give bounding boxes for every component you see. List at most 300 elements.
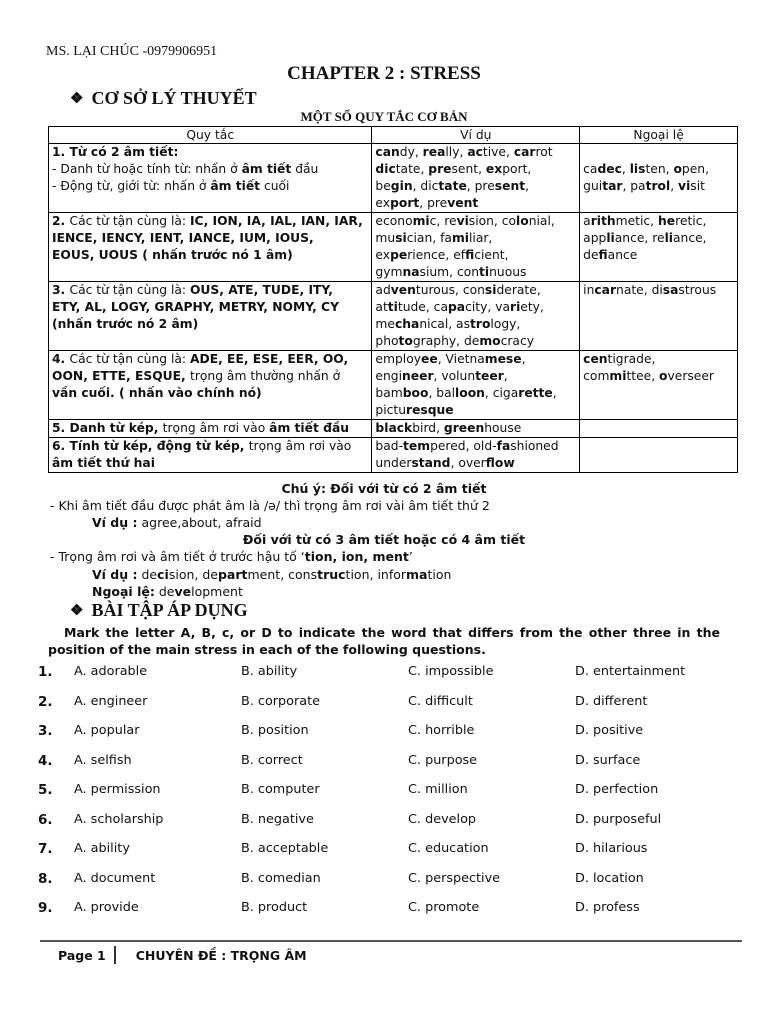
question-number: 7. (38, 841, 53, 857)
text-segment: a (583, 214, 591, 228)
stressed-text: ETY, AL, LOGY, GRAPHY, METRY, NOMY, CY (52, 300, 339, 314)
cell-line (52, 368, 368, 385)
cell-line (375, 230, 576, 247)
rule-row (49, 420, 738, 438)
exception-cell (580, 144, 738, 213)
stressed-text: rith (590, 214, 616, 228)
stressed-text: o (659, 369, 668, 383)
text-segment: econo (375, 214, 413, 228)
text-segment: , ciga (484, 386, 519, 400)
option-a[interactable]: A. adorable (74, 664, 148, 679)
stressed-text: li (664, 231, 674, 245)
text-segment: engi (375, 369, 403, 383)
note2-rule-quote: ’ (408, 549, 413, 564)
cell-line (375, 195, 576, 212)
text-segment: Các từ tận cùng là: (69, 214, 190, 228)
option-b[interactable]: B. corporate (241, 693, 320, 709)
stressed-text: ac (467, 145, 483, 159)
stressed-text: rette (518, 386, 553, 400)
cell-line (375, 420, 576, 437)
stressed-text: li (606, 231, 615, 245)
stressed-text: IC, ION, IA, IAL, IAN, IAR, (189, 214, 363, 228)
text-segment: derate, (496, 283, 541, 297)
text-segment: city, va (465, 300, 511, 314)
text-segment: trọng âm thường nhấn ở (190, 369, 341, 383)
stressed-text: sent (494, 179, 526, 193)
option-c[interactable]: C. impossible (408, 664, 494, 679)
text-segment: trọng âm rơi vào (248, 439, 352, 453)
stressed-text: flow (485, 456, 515, 470)
author-header: MS. LẠI CHÚC -0979906951 (46, 44, 218, 59)
text-segment: gui (583, 179, 603, 193)
text-segment: gym (375, 265, 403, 279)
note1-example (92, 515, 262, 530)
text-segment: , (525, 179, 529, 193)
question-row (0, 723, 768, 743)
option-b[interactable]: B. position (241, 723, 309, 738)
cell-line (375, 299, 576, 316)
stressed-text: ci (157, 567, 169, 582)
cell-line (52, 420, 368, 437)
note2-exception-label: Ngoại lệ: (92, 584, 155, 599)
cell-line (375, 455, 576, 472)
option-b[interactable]: B. acceptable (241, 841, 329, 856)
text-segment: cuối (260, 179, 290, 193)
text-segment: pho (375, 334, 399, 348)
option-a[interactable]: A. provide (74, 900, 139, 915)
stressed-text: ADE, EE, ESE, EER, OO, (189, 352, 349, 366)
stressed-text: vần cuối. ( nhấn vào chính nó) (52, 386, 262, 400)
text-segment: bad- (375, 439, 404, 453)
stressed-text: si (484, 283, 497, 297)
rule-row (49, 351, 738, 420)
text-segment: retic, (675, 214, 707, 228)
cell-line (52, 299, 368, 316)
text-segment: pered, old- (430, 439, 497, 453)
footer-separator (114, 946, 116, 964)
section-exercise-heading (70, 600, 248, 621)
text-segment: bam (375, 386, 403, 400)
text-segment: ance, (673, 231, 707, 245)
rule-cell (49, 438, 372, 473)
text-segment: , (670, 179, 679, 193)
footer-topic: CHUYÊN ĐỀ : TRỌNG ÂM (135, 947, 307, 963)
text-segment: ment, cons (247, 567, 318, 582)
option-d[interactable]: D. positive (575, 723, 644, 738)
cell-line (52, 144, 368, 161)
chapter-title: CHAPTER 2 : STRESS (287, 63, 481, 84)
diamond-bullet-icon: ❖ (70, 91, 84, 107)
note2-rule-text: - Trọng âm rơi và âm tiết ở trước hậu tố ‘ (50, 549, 305, 564)
stressed-text: pre (428, 162, 452, 176)
option-d[interactable]: D. different (575, 693, 648, 709)
rule-cell (49, 351, 372, 420)
exception-cell (580, 282, 738, 351)
stressed-text: dic (375, 162, 396, 176)
note1-example-label: Ví dụ : (92, 515, 138, 530)
example-cell (372, 438, 580, 473)
text-segment: tive, (482, 145, 514, 159)
text-segment: , (621, 162, 630, 176)
question-number: 8. (38, 870, 53, 887)
option-c[interactable]: C. education (408, 841, 489, 856)
text-segment: pen, (681, 162, 709, 176)
text-segment: port, (502, 162, 532, 176)
stressed-text: tate (438, 179, 467, 193)
stressed-text: fi (598, 248, 608, 262)
stressed-text: tem (403, 439, 431, 453)
option-b[interactable]: B. correct (241, 752, 303, 768)
question-row (0, 900, 768, 920)
stressed-text: loon (455, 386, 485, 400)
stressed-text: neer (402, 369, 434, 383)
text-segment: turous, con (415, 283, 485, 297)
stressed-text: green (443, 421, 485, 435)
question-row (0, 664, 768, 684)
rule-row (49, 144, 738, 213)
cell-line (583, 230, 734, 247)
option-d[interactable]: D. purposeful (575, 811, 662, 827)
example-cell (372, 351, 580, 420)
section-theory-heading (70, 88, 257, 109)
question-row (0, 841, 768, 861)
stressed-text: 2. (52, 214, 70, 228)
text-segment: , (552, 386, 557, 400)
section-exercise-title: BÀI TẬP ÁP DỤNG (91, 600, 248, 620)
stressed-text: na (402, 265, 420, 279)
cell-line (375, 316, 576, 333)
option-c[interactable]: C. promote (408, 900, 480, 915)
stressed-text: boo (402, 386, 429, 400)
stressed-text: ri (510, 300, 521, 314)
text-segment: sit (690, 179, 705, 193)
question-number: 4. (38, 752, 53, 769)
text-segment: ttee, (626, 369, 660, 383)
stressed-text: sa (662, 283, 679, 297)
stressed-text: vi (456, 214, 469, 228)
cell-line (375, 368, 576, 385)
question-number: 6. (38, 811, 53, 828)
option-d[interactable]: D. surface (575, 752, 641, 768)
stressed-text: âm tiết (241, 162, 292, 176)
text-segment: logy, (490, 317, 521, 331)
stressed-text: black (375, 421, 413, 435)
note1-example-words: agree,about, afraid (141, 515, 262, 530)
text-segment: cracy (500, 334, 534, 348)
text-segment: ety, (520, 300, 544, 314)
note2-example (92, 567, 451, 582)
stressed-text: 1. Từ có 2 âm tiết: (52, 145, 179, 159)
cell-line (375, 161, 576, 178)
text-segment: tion, infor (345, 567, 407, 582)
exception-cell (580, 438, 738, 473)
text-segment: tigrade, (607, 352, 656, 366)
question-number: 2. (38, 693, 53, 710)
cell-line (52, 161, 368, 178)
option-b[interactable]: B. computer (241, 782, 320, 797)
cell-line (583, 282, 734, 299)
cell-line (375, 144, 576, 161)
rules-table (48, 126, 738, 473)
text-segment: cian, fa (406, 231, 452, 245)
stressed-text: 5. Danh từ kép, (52, 421, 163, 435)
option-c[interactable]: C. difficult (408, 693, 473, 709)
question-number: 5. (38, 782, 53, 798)
text-segment: , dic (412, 179, 439, 193)
note1-title: Chú ý: Đối với từ có 2 âm tiết (281, 481, 487, 496)
text-segment: nial, (528, 214, 555, 228)
option-b[interactable]: B. negative (241, 811, 314, 827)
cell-line (375, 385, 576, 402)
rule-row (49, 213, 738, 282)
option-d[interactable]: D. hilarious (575, 841, 648, 856)
example-cell (372, 213, 580, 282)
text-segment: , pa (622, 179, 646, 193)
stressed-text: mi (609, 369, 627, 383)
note2-rule (50, 549, 413, 564)
text-segment: - Động từ, giới từ: nhấn ở (52, 179, 211, 193)
stressed-text: pe (390, 248, 408, 262)
option-c[interactable]: C. develop (408, 811, 477, 827)
stressed-text: mese (484, 352, 522, 366)
text-segment: dy, (399, 145, 423, 159)
text-segment: ex (375, 248, 391, 262)
stressed-text: 6. Tính từ kép, động từ kép, (52, 439, 249, 453)
stressed-text: cha (394, 317, 420, 331)
cell-line (52, 351, 368, 368)
rules-table-header (49, 127, 738, 144)
stressed-text: he (658, 214, 676, 228)
text-segment: , (521, 352, 526, 366)
stressed-text: ee (421, 352, 438, 366)
cell-line (583, 161, 734, 178)
question-row (0, 694, 768, 714)
text-segment: ten, (645, 162, 674, 176)
stressed-text: OUS, ATE, TUDE, ITY, (189, 283, 333, 297)
stressed-text: ti (387, 300, 398, 314)
note2-exception (92, 584, 243, 599)
text-segment: under (375, 456, 412, 470)
text-segment: Các từ tận cùng là: (69, 283, 190, 297)
text-segment: tate, (395, 162, 429, 176)
stressed-text: ti (479, 265, 490, 279)
text-segment: be (375, 179, 391, 193)
text-segment: sion, co (468, 214, 517, 228)
option-a[interactable]: A. permission (74, 782, 161, 797)
stressed-text: lo (516, 214, 529, 228)
cell-line (583, 368, 734, 385)
text-segment: cient, (474, 248, 509, 262)
cell-line (583, 178, 734, 195)
question-number: 9. (38, 900, 53, 916)
rule-cell (49, 144, 372, 213)
cell-line (375, 264, 576, 281)
cell-line (375, 213, 576, 230)
text-segment: , pre (419, 196, 448, 210)
text-segment: nuous (489, 265, 527, 279)
text-segment: app (583, 231, 607, 245)
text-segment: tude, ca (397, 300, 448, 314)
option-b[interactable]: B. ability (241, 664, 298, 679)
text-segment: nate, di (616, 283, 663, 297)
cell-line (583, 247, 734, 264)
stressed-text: IENCE, IENCY, IENT, IANCE, IUM, IOUS, (52, 231, 314, 245)
stressed-text: OON, ETTE, ESQUE, (52, 369, 191, 383)
text-segment: , pre (466, 179, 495, 193)
stressed-text: (nhấn trước nó 2 âm) (52, 317, 199, 331)
text-segment: ance (607, 248, 638, 262)
text-segment: de (158, 584, 175, 599)
question-row (0, 871, 768, 891)
stressed-text: to (398, 334, 413, 348)
option-c[interactable]: C. perspective (408, 870, 501, 886)
page-number: Page 1 (58, 947, 106, 963)
stressed-text: mo (479, 334, 501, 348)
text-segment: pictu (375, 403, 407, 417)
option-a[interactable]: A. document (74, 870, 156, 886)
text-segment: đầu (291, 162, 319, 176)
stressed-text: vi (678, 179, 691, 193)
option-a[interactable]: A. engineer (74, 693, 148, 709)
option-a[interactable]: A. scholarship (74, 811, 164, 827)
option-b[interactable]: B. product (241, 900, 308, 915)
text-segment: trọng âm rơi vào (162, 421, 270, 435)
example-cell (372, 420, 580, 438)
stressed-text: rea (422, 145, 446, 159)
cell-line (52, 230, 368, 247)
text-segment: metic, (615, 214, 658, 228)
stressed-text: ma (406, 567, 428, 582)
rule-cell (49, 213, 372, 282)
text-segment: , bal (428, 386, 456, 400)
text-segment: shioned (510, 439, 559, 453)
question-row (0, 812, 768, 832)
cell-line (375, 402, 576, 419)
text-segment: sium, con (419, 265, 480, 279)
stressed-text: fa (496, 439, 511, 453)
text-segment: de (583, 248, 599, 262)
stressed-text: cen (583, 352, 608, 366)
note2-title: Đối với từ có 3 âm tiết hoặc có 4 âm tiết (242, 532, 526, 547)
option-a[interactable]: A. ability (74, 841, 130, 856)
rule-cell (49, 282, 372, 351)
cell-line (52, 455, 368, 472)
option-c[interactable]: C. horrible (408, 723, 475, 738)
example-cell (372, 144, 580, 213)
question-number: 1. (38, 664, 53, 680)
option-a[interactable]: A. selfish (74, 752, 132, 768)
text-segment: strous (678, 283, 717, 297)
exception-cell (580, 351, 738, 420)
stressed-text: fi (465, 248, 475, 262)
section-theory-title: CƠ SỞ LÝ THUYẾT (91, 88, 257, 108)
stressed-text: âm tiết thứ hai (52, 456, 155, 470)
text-segment: de (141, 567, 158, 582)
question-row (0, 782, 768, 802)
cell-line (583, 213, 734, 230)
text-segment: lopment (191, 584, 243, 599)
text-segment: com (583, 369, 610, 383)
question-number: 3. (38, 723, 53, 739)
stressed-text: trol (645, 179, 671, 193)
stressed-text: port (390, 196, 420, 210)
exception-cell (580, 213, 738, 282)
text-segment: rience, ef (407, 248, 466, 262)
text-segment: verseer (667, 369, 714, 383)
cell-line (52, 178, 368, 195)
stressed-text: 4. (52, 352, 70, 366)
cell-line (52, 438, 368, 455)
text-segment: , volun (433, 369, 476, 383)
cell-line (375, 247, 576, 264)
text-segment: - Danh từ hoặc tính từ: nhấn ở (52, 162, 242, 176)
text-segment: ad (375, 283, 391, 297)
stressed-text: vent (447, 196, 479, 210)
rule-row (49, 282, 738, 351)
option-b[interactable]: B. comedian (241, 870, 321, 886)
cell-line (375, 333, 576, 350)
stressed-text: ex (485, 162, 503, 176)
stressed-text: tar (602, 179, 623, 193)
text-segment: employ (375, 352, 421, 366)
text-segment: ca (583, 162, 598, 176)
stressed-text: ven (390, 283, 416, 297)
note2-example-words (142, 567, 452, 582)
stressed-text: dec (597, 162, 622, 176)
option-d[interactable]: D. profess (575, 900, 640, 915)
stressed-text: resque (406, 403, 454, 417)
stressed-text: o (673, 162, 682, 176)
option-d[interactable]: D. location (575, 870, 644, 886)
stressed-text: tro (470, 317, 491, 331)
cell-line (375, 282, 576, 299)
option-d[interactable]: D. perfection (575, 782, 659, 797)
text-segment: sion, de (168, 567, 218, 582)
stressed-text: mi (412, 214, 430, 228)
option-a[interactable]: A. popular (74, 723, 140, 738)
exercise-instruction: Mark the letter A, B, c, or D to indicate the word that differs from the other three in the position of the main stress in each of the following questions. (48, 625, 720, 657)
option-d[interactable]: D. entertainment (575, 664, 686, 679)
stressed-text: car (513, 145, 536, 159)
text-segment: sent, (451, 162, 486, 176)
cell-line (52, 247, 368, 264)
stressed-text: EOUS, UOUS ( nhấn trước nó 1 âm) (52, 248, 293, 262)
note2-rule-suffixes: tion, ion, ment (304, 549, 409, 564)
rule-row (49, 438, 738, 473)
question-row (0, 753, 768, 773)
cell-line (52, 385, 368, 402)
text-segment: at (375, 300, 388, 314)
stressed-text: âm tiết (210, 179, 261, 193)
text-segment: , Vietna (437, 352, 485, 366)
option-c[interactable]: C. million (408, 782, 468, 797)
text-segment: in (583, 283, 595, 297)
text-segment: bird, (412, 421, 444, 435)
cell-line (375, 351, 576, 368)
stressed-text: can (375, 145, 400, 159)
page-footer (58, 946, 307, 964)
text-segment: mu (375, 231, 396, 245)
stressed-text: si (395, 231, 407, 245)
header-rule: Quy tắc (49, 127, 372, 144)
option-c[interactable]: C. purpose (408, 752, 478, 768)
cell-line (52, 213, 368, 230)
stressed-text: lis (629, 162, 646, 176)
text-segment: , over (450, 456, 486, 470)
stressed-text: part (217, 567, 248, 582)
header-exception: Ngoại lệ (580, 127, 738, 144)
stressed-text: 3. (52, 283, 70, 297)
